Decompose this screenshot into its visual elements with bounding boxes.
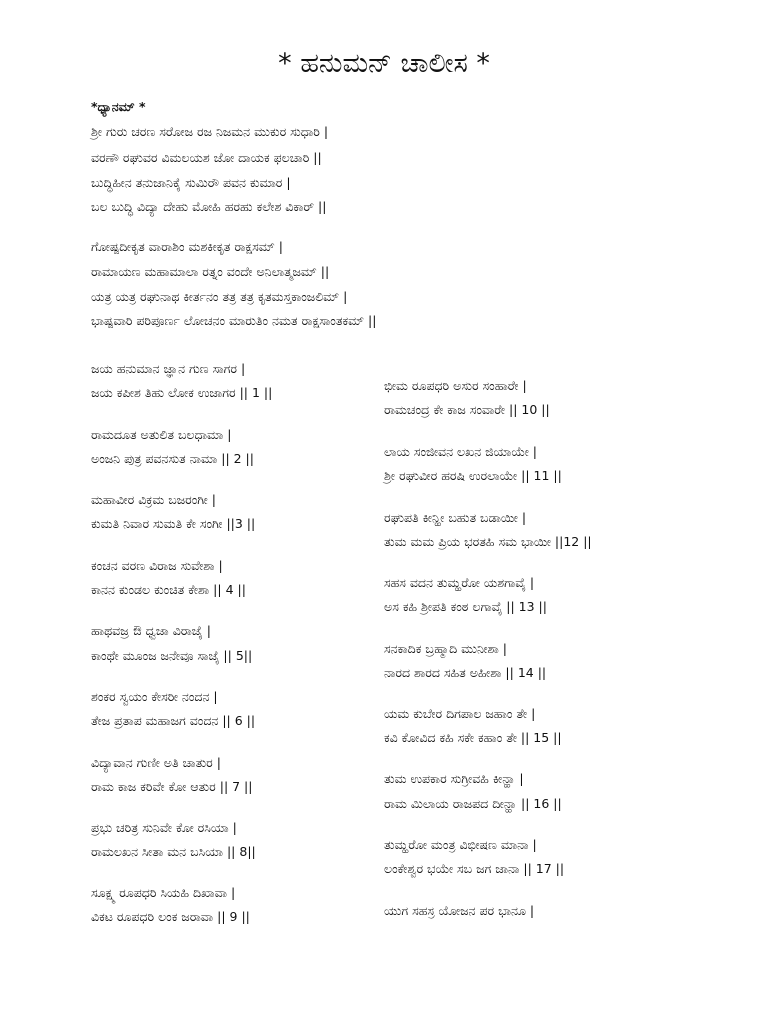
- verse-11-line-b: ಶ್ರೀ ರಘುವೀರ ಹರಷಿ ಉರಲಾಯೇ || 11 ||: [384, 468, 562, 483]
- dhyanam-line: ಬುದ್ಧಿಹೀನ ತನುಜಾನಿಕೈ ಸುಮಿರೌ ಪವನ ಕುಮಾರ |: [91, 175, 291, 190]
- verse-3-line-b: ಕುಮತಿ ನಿವಾರ ಸುಮತಿ ಕೇ ಸಂಗೀ ||3 ||: [91, 516, 256, 531]
- verse-13-line-b: ಅಸ ಕಹಿ ಶ್ರೀಪತಿ ಕಂಠ ಲಗಾವೈ || 13 ||: [384, 599, 547, 614]
- verse-18-line-a: ಯುಗ ಸಹಸ್ರ ಯೋಜನ ಪರ ಭಾನೂ |: [384, 903, 535, 918]
- verse-8-line-b: ರಾಮಲಖನ ಸೀತಾ ಮನ ಬಸಿಯಾ || 8||: [91, 844, 256, 859]
- verse-6-line-b: ತೇಜ ಪ್ರತಾಪ ಮಹಾಜಗ ವಂದನ || 6 ||: [91, 713, 256, 728]
- verse-5-line-b: ಕಾಂಥೇ ಮೂಂಜ ಜನೇವೂ ಸಾಜೈ || 5||: [91, 648, 253, 663]
- dhyanam2-line: ಯತ್ರ ಯತ್ರ ರಘುನಾಥ ಕೀರ್ತನಂ ತತ್ರ ತತ್ರ ಕೃತಮಸ್ತಕಾಂಜಲಿಮ್ |: [91, 289, 348, 304]
- verse-14-line-a: ಸನಕಾದಿಕ ಬ್ರಹ್ಮಾದಿ ಮುನೀಶಾ |: [384, 641, 507, 656]
- verse-11-line-a: ಲಾಯ ಸಂಜೀವನ ಲಖನ ಜಿಯಾಯೇ |: [384, 444, 537, 459]
- verse-8-line-a: ಪ್ರಭು ಚರಿತ್ರ ಸುನಿವೇ ಕೋ ರಸಿಯಾ |: [91, 820, 237, 835]
- dhyanam-line: ಬಲ ಬುದ್ಧಿ ವಿದ್ಯಾ ದೇಹು ಮೋಹಿ ಹರಹು ಕಲೇಶ ವಿಕಾರ್ ||: [91, 199, 327, 214]
- verse-16-line-b: ರಾಮ ಮಿಲಾಯ ರಾಜಪದ ದೀನ್ಹಾ || 16 ||: [384, 796, 562, 811]
- verse-7-line-a: ವಿದ್ಯಾವಾನ ಗುಣೀ ಅತಿ ಚಾತುರ |: [91, 755, 221, 770]
- verse-9-line-a: ಸೂಕ್ಷ್ಮ ರೂಪಧರಿ ಸಿಯಹಿ ದಿಖಾವಾ |: [91, 885, 236, 900]
- verse-2-line-b: ಅಂಜನಿ ಪುತ್ರ ಪವನಸುತ ನಾಮಾ || 2 ||: [91, 451, 254, 466]
- verse-17-line-a: ತುಮ್ಹರೋ ಮಂತ್ರ ವಿಭೀಷಣ ಮಾನಾ |: [384, 837, 537, 852]
- verse-2-line-a: ರಾಮದೂತ ಅತುಲಿತ ಬಲಧಾಮಾ |: [91, 427, 232, 442]
- verse-12-line-b: ತುಮ ಮಮ ಪ್ರಿಯ ಭರತಹಿ ಸಮ ಭಾಯೀ ||12 ||: [384, 534, 592, 549]
- verse-15-line-a: ಯಮ ಕುಬೇರ ದಿಗಪಾಲ ಜಹಾಂ ತೇ |: [384, 706, 536, 721]
- dhyanam-line: ಶ್ರೀ ಗುರು ಚರಣ ಸರೋಜ ರಜ ನಿಜಮನ ಮುಕುರ ಸುಧಾರಿ |: [91, 124, 329, 139]
- dhyanam2-line: ರಾಮಾಯಣ ಮಹಾಮಾಲಾ ರತ್ನಂ ವಂದೇ ಅನಿಲಾತ್ಮಜಮ್ ||: [91, 264, 330, 279]
- verse-17-line-b: ಲಂಕೇಶ್ವರ ಭಯೇ ಸಬ ಜಗ ಜಾನಾ || 17 ||: [384, 861, 565, 876]
- verse-12-line-a: ರಘುಪತಿ ಕೀನ್ಹೀ ಬಹುತ ಬಡಾಯೀ |: [384, 510, 527, 525]
- verse-4-line-a: ಕಂಚನ ವರಣ ವಿರಾಜ ಸುವೇಶಾ |: [91, 558, 223, 573]
- verse-1-line-a: ಜಯ ಹನುಮಾನ ಜ್ಞಾನ ಗುಣ ಸಾಗರ |: [91, 361, 246, 376]
- dhyanam-heading: *ಧ್ಯಾನಮ್ *: [91, 99, 146, 114]
- verse-6-line-a: ಶಂಕರ ಸ್ವಯಂ ಕೇಸರೀ ನಂದನ |: [91, 689, 218, 704]
- verse-9-line-b: ವಿಕಟ ರೂಪಧರಿ ಲಂಕ ಜರಾವಾ || 9 ||: [91, 909, 250, 924]
- verse-13-line-a: ಸಹಸ ವದನ ತುಮ್ಹರೋ ಯಶಗಾವೈ |: [384, 575, 535, 590]
- verse-3-line-a: ಮಹಾವೀರ ವಿಕ್ರಮ ಬಜರಂಗೀ |: [91, 492, 216, 507]
- dhyanam-line: ವರಣೌ ರಘುವರ ವಿಮಲಯಶ ಜೋ ದಾಯಕ ಫಲಚಾರಿ ||: [91, 150, 322, 165]
- verse-1-line-b: ಜಯ ಕಪೀಶ ತಿಹು ಲೋಕ ಉಜಾಗರ || 1 ||: [91, 385, 273, 400]
- verse-14-line-b: ನಾರದ ಶಾರದ ಸಹಿತ ಅಹೀಶಾ || 14 ||: [384, 665, 547, 680]
- verse-10-line-a: ಭೀಮ ರೂಪಧರಿ ಅಸುರ ಸಂಹಾರೇ |: [384, 378, 527, 393]
- verse-7-line-b: ರಾಮ ಕಾಜ ಕರಿವೇ ಕೋ ಆತುರ || 7 ||: [91, 779, 253, 794]
- verse-5-line-a: ಹಾಥವಜ್ರ ಔ ಧ್ವಜಾ ವಿರಾಜೈ |: [91, 623, 211, 638]
- dhyanam2-line: ಭಾಷ್ಪವಾರಿ ಪರಿಪೂರ್ಣ ಲೋಚನಂ ಮಾರುತಿಂ ನಮತ ರಾಕ್ಷಸಾಂತಕಮ್ ||: [91, 313, 377, 328]
- dhyanam2-line: ಗೋಷ್ಪದೀಕೃತ ವಾರಾಶಿಂ ಮಶಕೀಕೃತ ರಾಕ್ಷಸಮ್ |: [91, 239, 283, 254]
- page-title: * ಹನುಮನ್ ಚಾಲೀಸ *: [278, 48, 490, 79]
- verse-16-line-a: ತುಮ ಉಪಕಾರ ಸುಗ್ರೀವಹಿ ಕೀನ್ಹಾ |: [384, 771, 524, 786]
- verse-15-line-b: ಕವಿ ಕೋವಿದ ಕಹಿ ಸಕೇ ಕಹಾಂ ತೇ || 15 ||: [384, 730, 562, 745]
- verse-4-line-b: ಕಾನನ ಕುಂಡಲ ಕುಂಚಿತ ಕೇಶಾ || 4 ||: [91, 582, 246, 597]
- verse-10-line-b: ರಾಮಚಂದ್ರ ಕೇ ಕಾಜ ಸಂವಾರೇ || 10 ||: [384, 402, 550, 417]
